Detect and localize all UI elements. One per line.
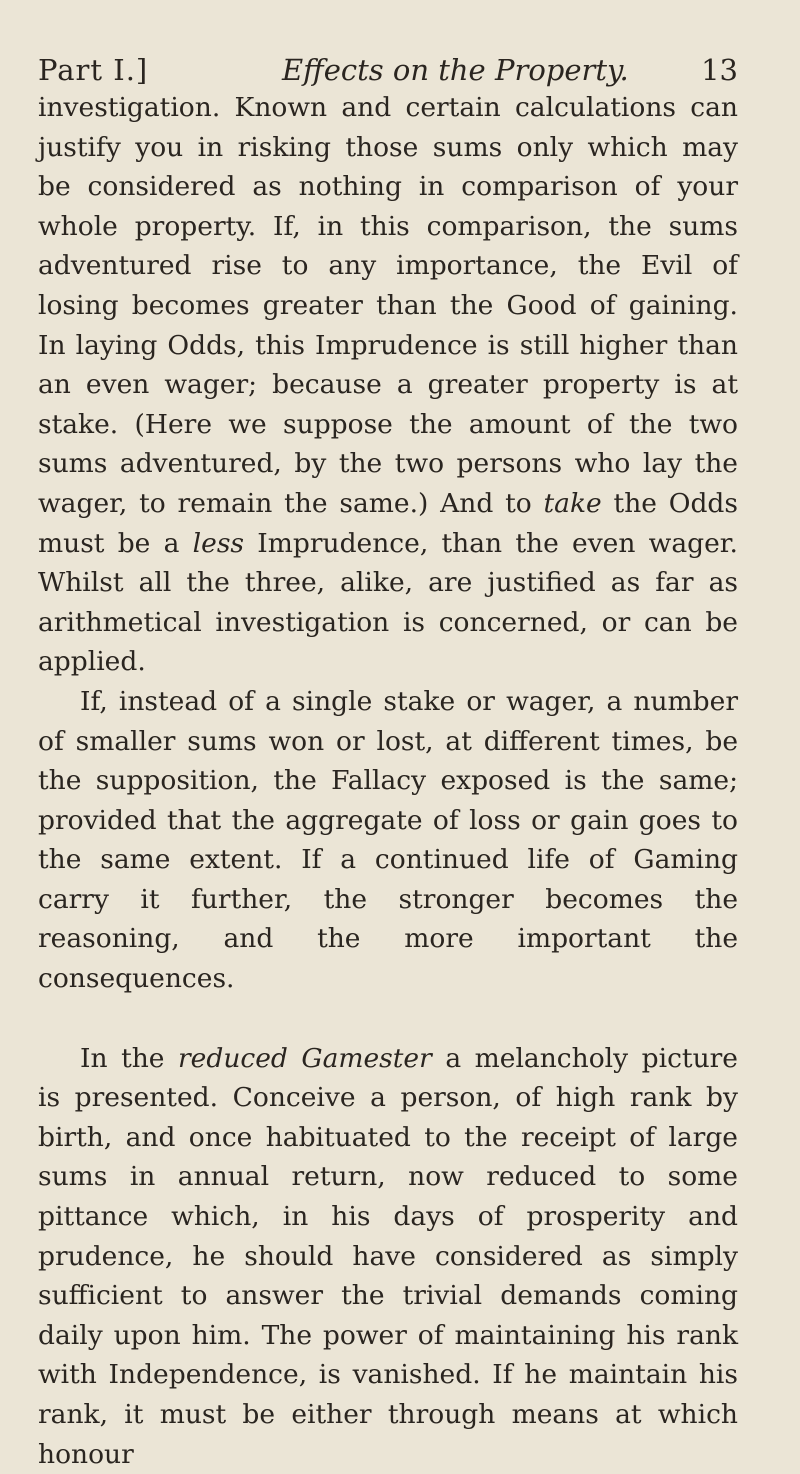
text-segment: the Odds must be a [38,487,738,559]
paragraph [38,682,738,999]
text-segment: In the [80,1042,178,1074]
text-segment: If, instead of a single stake or wager, a number of smaller sums won or lost, at different times, be the supposition, the Fallacy exposed is the same; provided that the aggregate of loss or gain goes to the same extent. If a continued life of Gaming carry it further, the stronger becomes the reasoning, and the more important the consequences. [38,685,738,995]
page-number: 13 [701,53,738,87]
paragraph-continued [38,88,738,682]
body-text [38,88,738,1474]
text-segment: investigation. Known and certain calculations can justify you in risking those sums only which may be considered as nothing in comparison of your whole property. If, in this comparison, the sums adventured rise to any importance, the Evil of losing becomes greater than the Good of gaining. In laying Odds, this Imprudence is still higher than an even wager; because a greater property is at stake. (Here we suppose the amount of the two sums adventured, by the two persons who lay the wager, to remain the same.) And to [38,92,738,519]
running-head [38,50,738,90]
text-segment: a melancholy picture is presented. Conceive a person, of high rank by birth, and once habituated to the receipt of large sums in annual return, now reduced to some pittance which, in his days of prosperity and prudence, he should have considered as simply sufficient to answer the trivial demands coming daily upon him. The power of maintaining his rank with Independence, is vanished. If he maintain his rank, it must be either through means at which honour [38,1042,738,1470]
italic-segment: less [192,527,245,559]
italic-segment: take [543,487,602,519]
part-label: Part I.] [38,53,149,87]
running-title: Effects on the Property. [282,53,629,87]
text-segment: Imprudence, than the even wager. Whilst all the three, alike, are justified as far as arithmetical investigation is concerned, or can be applied. [38,527,738,678]
paragraph [38,1039,738,1474]
italic-segment: reduced Gamester [178,1042,432,1074]
